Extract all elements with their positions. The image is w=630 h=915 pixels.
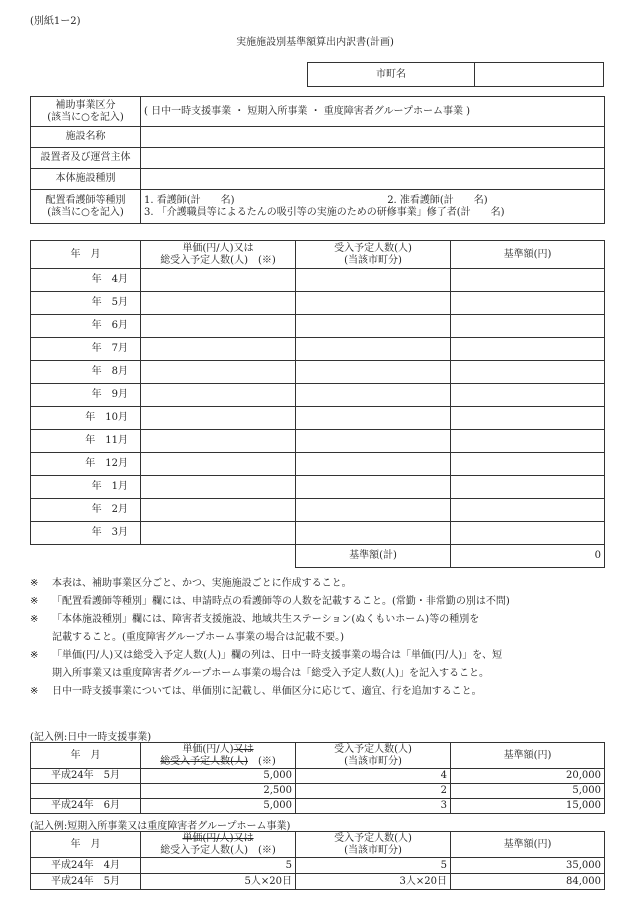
ex1-accept: 2 <box>296 784 451 799</box>
note-text: 日中一時支援事業については、単価別に記載し、単価区分に応じて、適宜、行を追加すること。 <box>52 686 482 697</box>
ex1-price-line2-mark: (※) <box>258 755 276 767</box>
base-cell[interactable] <box>451 338 605 361</box>
accept-cell[interactable] <box>296 430 451 453</box>
base-cell[interactable] <box>451 499 605 522</box>
ex2-price-line2: 総受入予定人数(人) (※) <box>160 844 276 856</box>
accept-cell[interactable] <box>296 522 451 545</box>
ex1-base: 20,000 <box>451 769 605 784</box>
price-cell[interactable] <box>141 315 296 338</box>
ex2-month: 平成24年 5月 <box>31 874 141 890</box>
base-cell[interactable] <box>451 453 605 476</box>
ex1-price: 2,500 <box>141 784 296 799</box>
month-label: 年 7月 <box>31 338 141 361</box>
base-cell[interactable] <box>451 315 605 338</box>
col-base-header: 基準額(円) <box>451 241 605 269</box>
nurse-option-1: 1. 看護師(計 名) <box>144 195 235 206</box>
ex1-col-month: 年 月 <box>31 743 141 769</box>
note-mark: ※ <box>30 614 39 625</box>
ex2-price-line1-strike: 単価(円/人)又は <box>182 833 254 844</box>
base-cell[interactable] <box>451 522 605 545</box>
ex1-price-line2-strike: 総受入予定人数(人) <box>160 755 248 767</box>
project-type-options[interactable]: ( 日中一時支援事業 ・ 短期入所事業 ・ 重度障害者グループホーム事業 ) <box>141 97 605 127</box>
col-accept-header-line2: (当該市町分) <box>344 254 402 266</box>
accept-cell[interactable] <box>296 361 451 384</box>
project-type-label-line2: (該当に○を記入) <box>47 111 124 123</box>
facility-name-label: 施設名称 <box>31 127 141 148</box>
accept-cell[interactable] <box>296 269 451 292</box>
nurse-type-label-line1: 配置看護師等種別 <box>45 195 126 206</box>
example2-caption: (記入例:短期入所事業又は重度障害者グループホーム事業) <box>30 821 291 832</box>
info-table <box>30 96 605 224</box>
month-label: 年 8月 <box>31 361 141 384</box>
accept-cell[interactable] <box>296 315 451 338</box>
monthly-table <box>30 240 605 568</box>
base-cell[interactable] <box>451 407 605 430</box>
month-label: 年 12月 <box>31 453 141 476</box>
ex1-col-price <box>141 743 296 769</box>
price-cell[interactable] <box>141 430 296 453</box>
price-cell[interactable] <box>141 361 296 384</box>
col-price-header-line1: 単価(円/人)又は <box>182 243 254 254</box>
project-type-label-line1: 補助事業区分 <box>55 100 116 111</box>
price-cell[interactable] <box>141 384 296 407</box>
ex1-accept: 4 <box>296 769 451 784</box>
ex2-col-price <box>141 832 296 858</box>
municipality-table <box>307 62 604 87</box>
accept-cell[interactable] <box>296 407 451 430</box>
facility-name-field[interactable] <box>141 127 605 148</box>
ex1-accept: 3 <box>296 799 451 814</box>
nurse-option-3: 3. 「介護職員等によるたんの吸引等の実施のための研修事業」修了者(計 名) <box>144 206 505 218</box>
total-label: 基準額(計) <box>296 545 451 568</box>
price-cell[interactable] <box>141 338 296 361</box>
ex2-accept: 5 <box>296 858 451 874</box>
operator-label: 設置者及び運営主体 <box>31 148 141 169</box>
month-label: 年 4月 <box>31 269 141 292</box>
note-text: 「本体施設種別」欄には、障害者支援施設、地域共生ステーション(ぬくもいホーム)等の種別を <box>52 614 480 625</box>
col-month-header: 年 月 <box>31 241 141 269</box>
base-cell[interactable] <box>451 476 605 499</box>
price-cell[interactable] <box>141 292 296 315</box>
example1-table <box>30 742 605 814</box>
note-item <box>30 650 610 686</box>
note-mark: ※ <box>30 650 39 661</box>
ex1-col-accept <box>296 743 451 769</box>
base-cell[interactable] <box>451 384 605 407</box>
page-title: 実施施設別基準額算出内訳書(計画) <box>236 37 394 48</box>
ex1-price-line1-strike: 又は <box>233 744 254 755</box>
ex1-price: 5,000 <box>141 799 296 814</box>
nurse-type-label-line2: (該当に○を記入) <box>47 206 124 218</box>
ex2-accept: 3人×20日 <box>296 874 451 890</box>
note-mark: ※ <box>30 578 39 589</box>
ex1-month: 平成24年 5月 <box>31 769 141 784</box>
ex2-col-accept <box>296 832 451 858</box>
example2-table <box>30 831 605 890</box>
project-type-label <box>31 97 141 127</box>
month-label: 年 3月 <box>31 522 141 545</box>
ex1-month: 平成24年 6月 <box>31 799 141 814</box>
note-item <box>30 686 610 704</box>
ex2-accept-line2: (当該市町分) <box>344 844 402 856</box>
note-text: 期入所事業又は重度障害者グループホーム事業の場合は「総受入予定人数(人)」を記入すること。 <box>52 668 490 679</box>
total-value: 0 <box>451 545 605 568</box>
ex1-month <box>31 784 141 799</box>
price-cell[interactable] <box>141 476 296 499</box>
attachment-label: (別紙1ー2) <box>30 16 81 27</box>
month-label: 年 2月 <box>31 499 141 522</box>
price-cell[interactable] <box>141 407 296 430</box>
ex1-base: 5,000 <box>451 784 605 799</box>
month-label: 年 1月 <box>31 476 141 499</box>
example1-caption: (記入例:日中一時支援事業) <box>30 732 152 743</box>
ex2-base: 84,000 <box>451 874 605 890</box>
note-text: 「単価(円/人)又は総受入予定人数(人)」欄の列は、日中一時支援事業の場合は「単価(円/人)」を、短 <box>52 650 503 661</box>
ex2-month: 平成24年 4月 <box>31 858 141 874</box>
col-price-header <box>141 241 296 269</box>
ex2-price: 5人×20日 <box>141 874 296 890</box>
note-item <box>30 578 610 596</box>
ex2-accept-line1: 受入予定人数(人) <box>334 833 412 844</box>
accept-cell[interactable] <box>296 338 451 361</box>
ex1-col-base: 基準額(円) <box>451 743 605 769</box>
accept-cell[interactable] <box>296 453 451 476</box>
base-cell[interactable] <box>451 430 605 453</box>
col-accept-header-line1: 受入予定人数(人) <box>334 243 412 254</box>
municipality-field[interactable] <box>475 63 604 87</box>
note-item <box>30 596 610 614</box>
month-label: 年 5月 <box>31 292 141 315</box>
price-cell[interactable] <box>141 269 296 292</box>
municipality-label: 市町名 <box>308 63 475 87</box>
ex2-col-month: 年 月 <box>31 832 141 858</box>
ex2-col-base: 基準額(円) <box>451 832 605 858</box>
accept-cell[interactable] <box>296 476 451 499</box>
main-facility-label: 本体施設種別 <box>31 169 141 190</box>
ex1-accept-line1: 受入予定人数(人) <box>334 744 412 755</box>
month-label: 年 11月 <box>31 430 141 453</box>
accept-cell[interactable] <box>296 384 451 407</box>
price-cell[interactable] <box>141 522 296 545</box>
note-text: 本表は、補助事業区分ごと、かつ、実施施設ごとに作成すること。 <box>52 578 352 589</box>
ex1-base: 15,000 <box>451 799 605 814</box>
main-facility-field[interactable] <box>141 169 605 190</box>
nurse-option-2: 2. 准看護師(計 名) <box>387 195 488 206</box>
col-accept-header <box>296 241 451 269</box>
accept-cell[interactable] <box>296 292 451 315</box>
note-mark: ※ <box>30 686 39 697</box>
col-price-header-line2: 総受入予定人数(人) (※) <box>160 254 276 266</box>
price-cell[interactable] <box>141 499 296 522</box>
ex1-price-line1: 単価(円/人) <box>182 744 234 755</box>
nurse-type-label <box>31 190 141 224</box>
ex2-price: 5 <box>141 858 296 874</box>
operator-field[interactable] <box>141 148 605 169</box>
note-text: 「配置看護師等種別」欄には、申請時点の看護師等の人数を記載すること。(常勤・非常勤の別は不問) <box>52 596 510 607</box>
month-label: 年 10月 <box>31 407 141 430</box>
note-mark: ※ <box>30 596 39 607</box>
ex2-base: 35,000 <box>451 858 605 874</box>
base-cell[interactable] <box>451 292 605 315</box>
base-cell[interactable] <box>451 269 605 292</box>
month-label: 年 6月 <box>31 315 141 338</box>
base-cell[interactable] <box>451 361 605 384</box>
note-item <box>30 614 610 650</box>
accept-cell[interactable] <box>296 499 451 522</box>
month-label: 年 9月 <box>31 384 141 407</box>
ex1-accept-line2: (当該市町分) <box>344 755 402 767</box>
note-text: 記載すること。(重度障害グループホーム事業の場合は記載不要。) <box>52 632 345 643</box>
ex1-price: 5,000 <box>141 769 296 784</box>
nurse-type-options[interactable] <box>141 190 605 224</box>
notes <box>30 578 610 704</box>
price-cell[interactable] <box>141 453 296 476</box>
